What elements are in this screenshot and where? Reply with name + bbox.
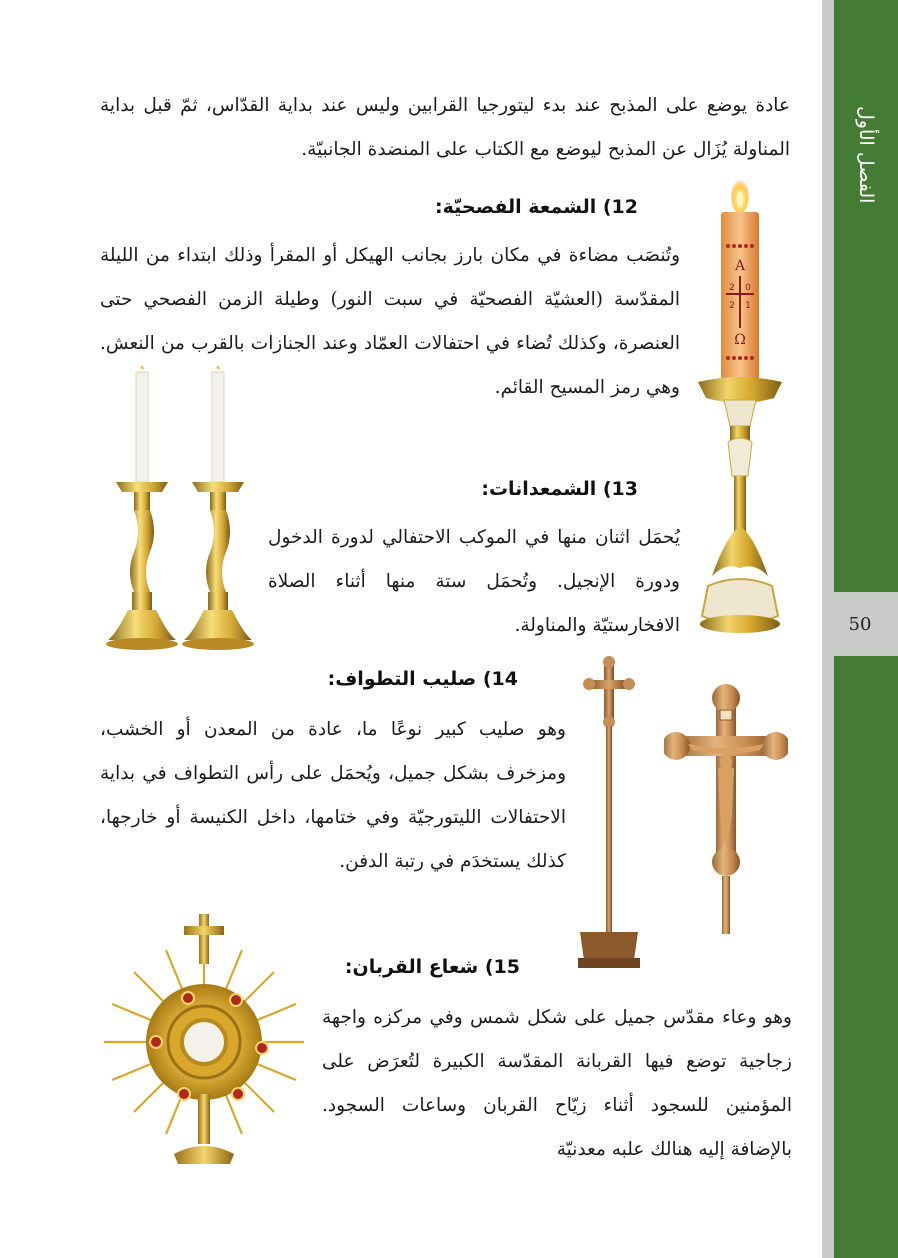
processional-cross-stand-image — [574, 656, 644, 972]
sidebar-lower-band — [834, 656, 898, 1258]
section-15-paragraph: وهو وعاء مقدّس جميل على شكل شمس وفي مركزه واجهة زجاجية توضع فيها القربانة المقدّسة الكبيرة لتُعرَض على المؤمنين للسجود أثناء زيّاح القربان وساعات السجود. بالإضافة إليه هنالك علبه معدنيّة — [322, 1007, 792, 1160]
candlesticks-image — [104, 362, 254, 654]
section-14-heading: 14) صليب التطواف: — [327, 668, 518, 690]
section-12-paragraph: وتُنصَب مضاءة في مكان بارز بجانب الهيكل أو المقرأ وذلك ابتداء من الليلة المقدّسة (العشيّة الفصحيّة في سبت النور) وطيلة الزمن الفصحي حتى العنصرة، وكذلك تُضاء في احتفالات العمّاد وعند الجنازات بالقرب من النعش. وهي رمز المسيح القائم. — [100, 245, 680, 398]
chapter-label: الفصل الأول — [855, 106, 877, 204]
sidebar-chapter-tab — [834, 0, 898, 592]
section-12-heading: 12) الشمعة الفصحيّة: — [435, 196, 638, 218]
page-number: 50 — [822, 592, 898, 656]
candle-alpha: A — [734, 258, 746, 274]
candle-year-digit: 0 — [745, 283, 751, 293]
monstrance-image — [104, 908, 304, 1168]
candle-year-digit: 1 — [745, 301, 751, 311]
section-15-heading: 15) شعاع القربان: — [344, 956, 520, 978]
section-13-heading: 13) الشمعدانات: — [481, 478, 638, 500]
candle-year-digit: 2 — [729, 283, 735, 293]
section-14-paragraph: وهو صليب كبير نوعًا ما، عادة من المعدن أو الخشب، ومزخرف بشكل جميل، ويُحمَل على رأس التطواف في بداية الاحتفالات الليتورجيّة وفي ختامها، داخل الكنيسة أو خارجها، كذلك يستخدَم في رتبة الدفن. — [100, 719, 566, 872]
crucifix-image — [664, 682, 788, 938]
intro-paragraph: عادة يوضع على المذبح عند بدء ليتورجيا القرابين وليس عند بداية القدّاس، ثمّ قبل بداية المناولة يُزَال عن المذبح ليوضع مع الكتاب على المنضدة الجانبيّة. — [100, 95, 790, 160]
candle-year-digit: 2 — [729, 301, 735, 311]
paschal-candle-image — [690, 176, 790, 638]
candle-omega: Ω — [734, 332, 746, 348]
section-13-paragraph: يُحمَل اثنان منها في الموكب الاحتفالي لدورة الدخول ودورة الإنجيل. وتُحمَل ستة منها أثناء الصلاة الافخارستيّة والمناولة. — [268, 527, 680, 636]
